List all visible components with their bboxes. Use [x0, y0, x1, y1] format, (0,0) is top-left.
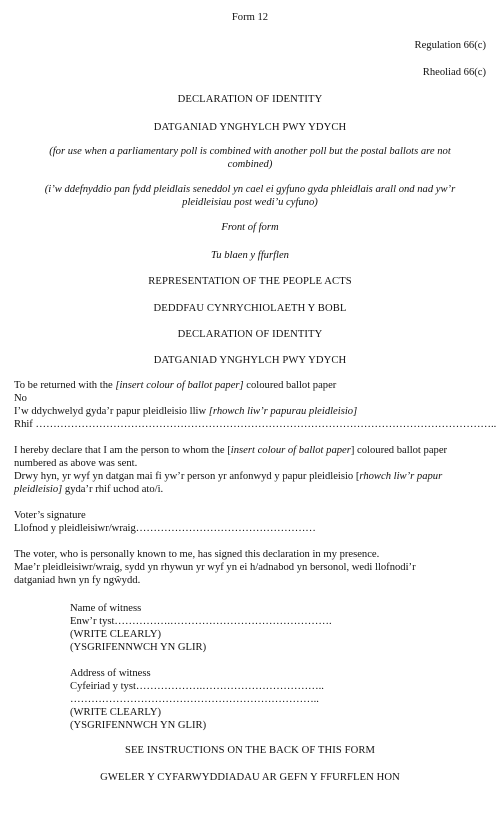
instructions-cy: GWELER Y CYFARWYDDIADAU AR GEFN Y FFURFLEN HON — [100, 772, 400, 783]
name-of-witness-field[interactable]: Enw’r tyst…………….………………………………………. — [70, 616, 332, 627]
usage-en-line1: (for use when a parliamentary poll is combined with another poll but the postal ballots are not — [49, 146, 451, 157]
ballot-colour-placeholder-2: insert colour of ballot paper — [230, 445, 351, 456]
voter-signature-field[interactable]: Llofnod y pleidleisiwr/wraig…………………………………………… — [14, 523, 316, 534]
ballot-colour-placeholder-cy: [rhowch liw’r papurau pleidleisio] — [208, 406, 358, 417]
no-label: No — [14, 393, 27, 404]
usage-cy-line2: pleidleisiau post wedi’u cyfuno) — [182, 197, 318, 208]
instructions-en: SEE INSTRUCTIONS ON THE BACK OF THIS FORM — [124, 745, 376, 756]
write-clearly-note-cy-1: (YSGRIFENNWCH YN GLIR) — [70, 642, 207, 653]
title-cy: DATGANIAD YNGHYLCH PWY YDYCH — [153, 122, 347, 133]
write-clearly-note-1: (WRITE CLEARLY) — [70, 629, 162, 640]
declaration-statement-en-1: I hereby declare that I am the person to whom the [insert colour of ballot paper] coloured ballot paper — [14, 445, 448, 456]
write-clearly-note-cy-2: (YSGRIFENNWCH YN GLIR) — [70, 720, 207, 731]
declaration-statement-cy-1: Drwy hyn, yr wyf yn datgan mai fi yw’r person yr anfonwyd y papur pleidleisio [rhowch liw’r papur — [14, 471, 443, 482]
witness-statement-cy-2: datganiad hwn yn fy ngŵydd. — [14, 575, 141, 586]
declaration-statement-en-2: numbered as above was sent. — [14, 458, 138, 469]
front-of-form-en: Front of form — [221, 222, 279, 233]
usage-en-line2: combined) — [227, 159, 273, 170]
witness-statement-en: The voter, who is personally known to me, has signed this declaration in my presence. — [14, 549, 380, 560]
return-with-cy: I’w ddychwelyd gyda’r papur pleidleisio lliw [rhowch liw’r papurau pleidleisio] — [14, 406, 358, 417]
acts-cy: DEDDFAU CYNRYCHIOLAETH Y BOBL — [153, 303, 347, 314]
write-clearly-note-2: (WRITE CLEARLY) — [70, 707, 162, 718]
address-of-witness-label: Address of witness — [70, 668, 151, 679]
address-of-witness-field[interactable]: Cyfeiriad y tyst……………….…………………………….. — [70, 681, 324, 692]
witness-statement-cy-1: Mae’r pleidleisiwr/wraig, sydd yn rhywun yr wyf yn ei h/adnabod yn bersonol, wedi llofnodi’r — [14, 562, 416, 573]
declaration-en: DECLARATION OF IDENTITY — [177, 329, 323, 340]
address-of-witness-field-line2[interactable]: …………………………………………………………….. — [70, 694, 319, 705]
ballot-colour-placeholder-en: [insert colour of ballot paper] — [115, 380, 244, 391]
declaration-statement-cy-2: pleidleisio] gyda’r rhif uchod ato/i. — [14, 484, 164, 495]
return-with-en: To be returned with the [insert colour of ballot paper] coloured ballot paper — [14, 380, 337, 391]
front-of-form-cy: Tu blaen y ffurflen — [211, 250, 289, 261]
acts-en: REPRESENTATION OF THE PEOPLE ACTS — [148, 276, 352, 287]
usage-cy-line1: (i’w ddefnyddio pan fydd pleidlais seneddol yn cael ei gyfuno gyda phleidlais arall ond nad yw’r — [44, 184, 456, 195]
rhif-number-field[interactable]: Rhif ………………………………………………………………………………………………………………….. — [14, 419, 497, 430]
ballot-colour-placeholder-cy-2: rhowch liw’r papur — [359, 471, 443, 482]
name-of-witness-label: Name of witness — [70, 603, 142, 614]
declaration-cy: DATGANIAD YNGHYLCH PWY YDYCH — [153, 355, 347, 366]
regulation-en: Regulation 66(c) — [414, 40, 486, 51]
voter-signature-label-en: Voter’s signature — [14, 510, 86, 521]
title-en: DECLARATION OF IDENTITY — [177, 94, 323, 105]
regulation-cy: Rheoliad 66(c) — [422, 67, 486, 78]
form-number: Form 12 — [231, 12, 269, 23]
